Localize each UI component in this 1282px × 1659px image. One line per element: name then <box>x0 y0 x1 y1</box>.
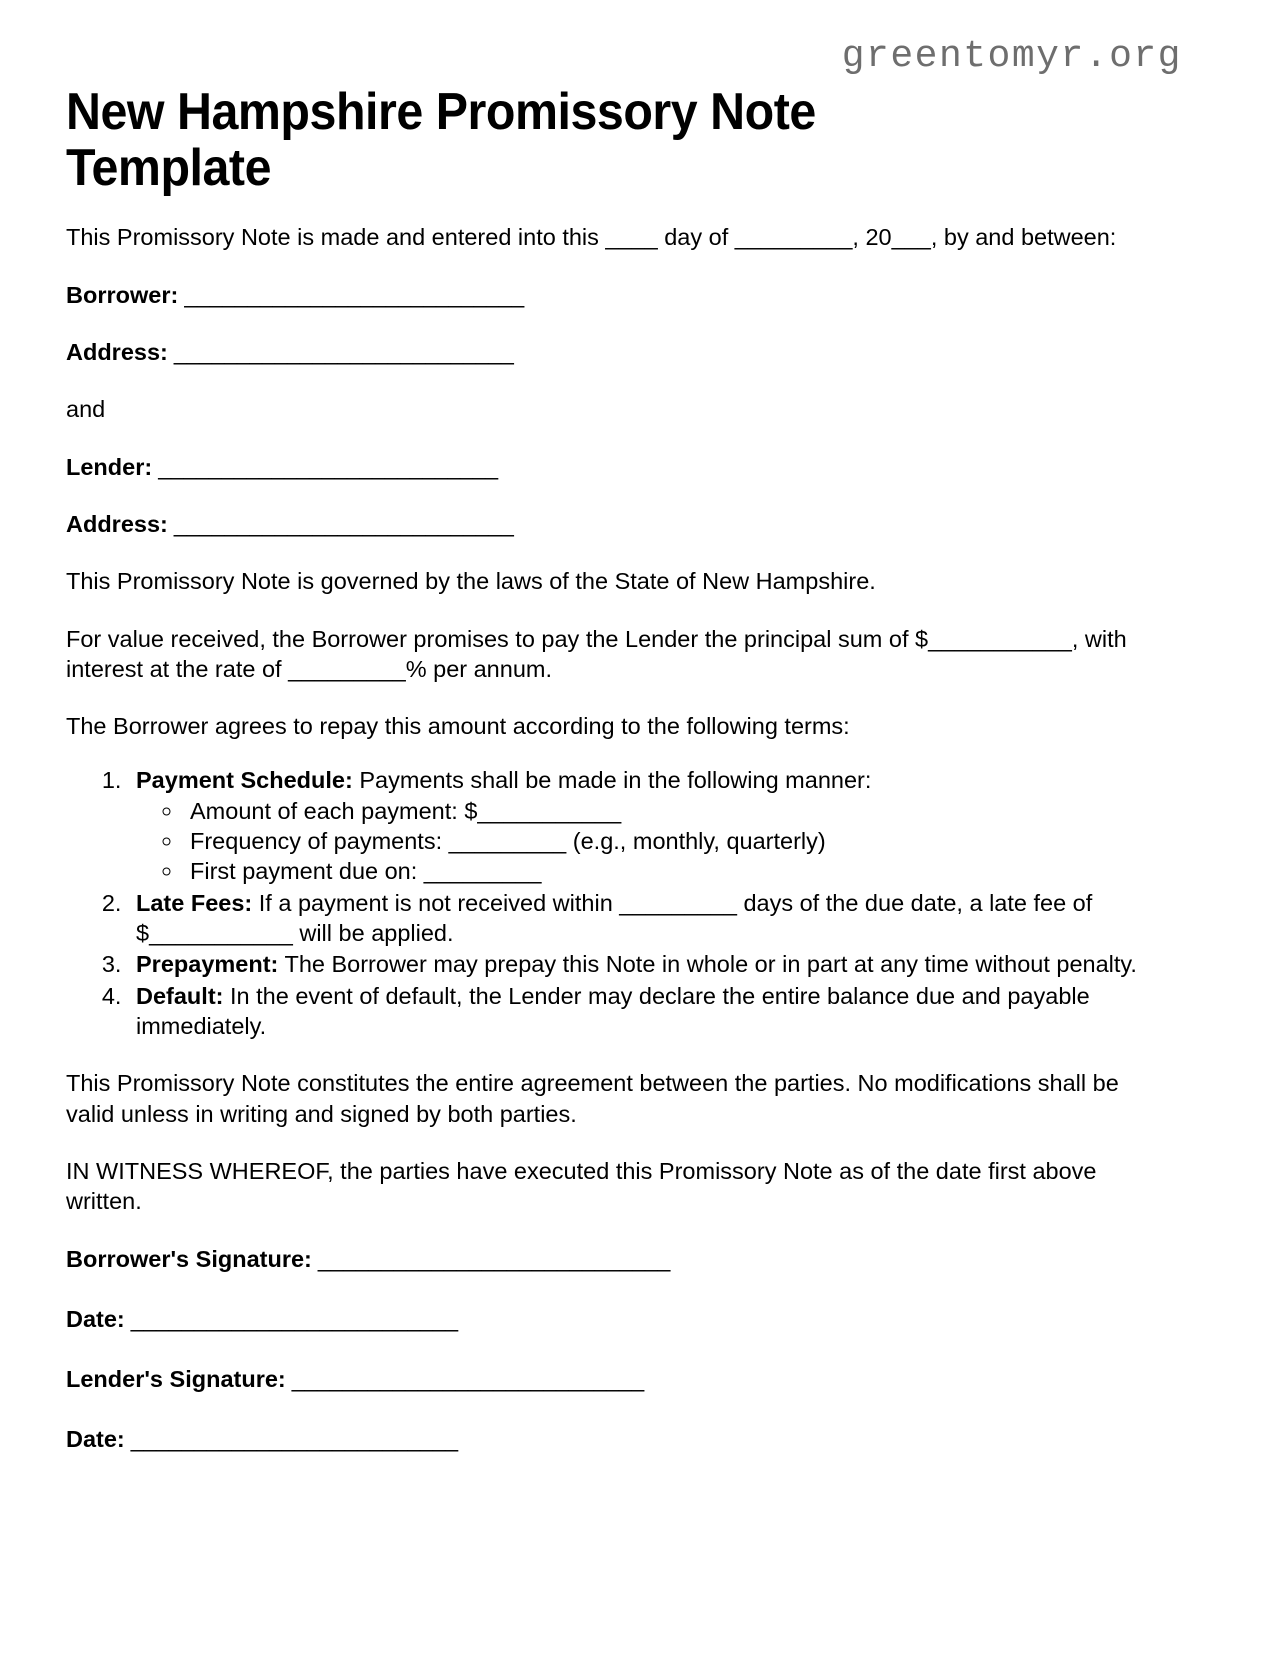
lender-address-line <box>66 509 1148 539</box>
borrower-label: Borrower: <box>66 281 179 308</box>
term-label: Late Fees: <box>136 889 253 916</box>
terms-intro-paragraph: The Borrower agrees to repay this amount according to the following terms: <box>66 713 850 740</box>
signature-block <box>66 1244 1148 1455</box>
list-item <box>128 981 1148 1042</box>
lender-date-label: Date: <box>66 1426 125 1453</box>
borrower-fill-line: ___________________________ <box>178 281 524 308</box>
borrower-address-fill-line: ___________________________ <box>167 338 514 365</box>
borrower-date-label: Date: <box>66 1305 125 1332</box>
list-item: ◦ Frequency of payments: _________ (e.g., monthly, quarterly) <box>184 826 1148 856</box>
intro-paragraph: This Promissory Note is made and entered into this ____ day of _________, 20___, by and between: <box>66 224 1117 251</box>
borrower-signature-label: Borrower's Signature: <box>66 1245 312 1272</box>
lender-signature-line <box>66 1364 1148 1394</box>
borrower-signature-line <box>66 1244 1148 1274</box>
term-text: If a payment is not received within _________ days of the due date, a late fee of $___________ will be applied. <box>136 889 1093 946</box>
lender-address-label: Address: <box>66 510 168 537</box>
borrower-name-line <box>66 280 1148 310</box>
borrower-date-fill-line: __________________________ <box>124 1305 458 1332</box>
term-label: Default: <box>136 982 224 1009</box>
list-item: ◦ First payment due on: _________ <box>184 856 1148 886</box>
list-item <box>128 765 1148 886</box>
term-label: Prepayment: <box>136 951 279 978</box>
term-text: In the event of default, the Lender may declare the entire balance due and payable immediately. <box>136 982 1090 1039</box>
lender-date-fill-line: __________________________ <box>124 1426 458 1453</box>
list-item: ◦ Amount of each payment: $___________ <box>184 796 1148 826</box>
page-title: New Hampshire Promissory Note Template <box>66 83 816 198</box>
lender-date-line <box>66 1424 1148 1454</box>
term-text: Payments shall be made in the following manner: <box>352 767 872 794</box>
payment-schedule-sublist <box>136 796 1148 887</box>
term-text: The Borrower may prepay this Note in whole or in part at any time without penalty. <box>278 951 1137 978</box>
lender-fill-line: ___________________________ <box>152 453 498 480</box>
borrower-address-line <box>66 337 1148 367</box>
entire-agreement-paragraph: This Promissory Note constitutes the entire agreement between the parties. No modifications shall be valid unless in writing and signed by both parties. <box>66 1070 1119 1127</box>
borrower-address-label: Address: <box>66 338 168 365</box>
borrower-date-line <box>66 1304 1148 1334</box>
terms-list <box>66 765 1148 1041</box>
governing-law-paragraph: This Promissory Note is governed by the laws of the State of New Hampshire. <box>66 568 876 595</box>
site-watermark: greentomyr.org <box>841 35 1182 78</box>
borrower-signature-fill-line: ____________________________ <box>311 1245 670 1272</box>
list-item <box>128 949 1148 979</box>
document-content <box>66 84 1148 1485</box>
consideration-paragraph: For value received, the Borrower promises to pay the Lender the principal sum of $___________, with interest at the rate of _________% per annum. <box>66 625 1127 682</box>
lender-signature-fill-line: ____________________________ <box>285 1366 644 1393</box>
list-item <box>128 888 1148 949</box>
and-conjunction: and <box>66 396 106 423</box>
witness-paragraph: IN WITNESS WHEREOF, the parties have executed this Promissory Note as of the date first above written. <box>66 1157 1097 1215</box>
lender-address-fill-line: ___________________________ <box>167 510 514 537</box>
lender-label: Lender: <box>66 453 153 480</box>
term-label: Payment Schedule: <box>136 767 353 794</box>
lender-name-line <box>66 452 1148 482</box>
lender-signature-label: Lender's Signature: <box>66 1366 286 1393</box>
